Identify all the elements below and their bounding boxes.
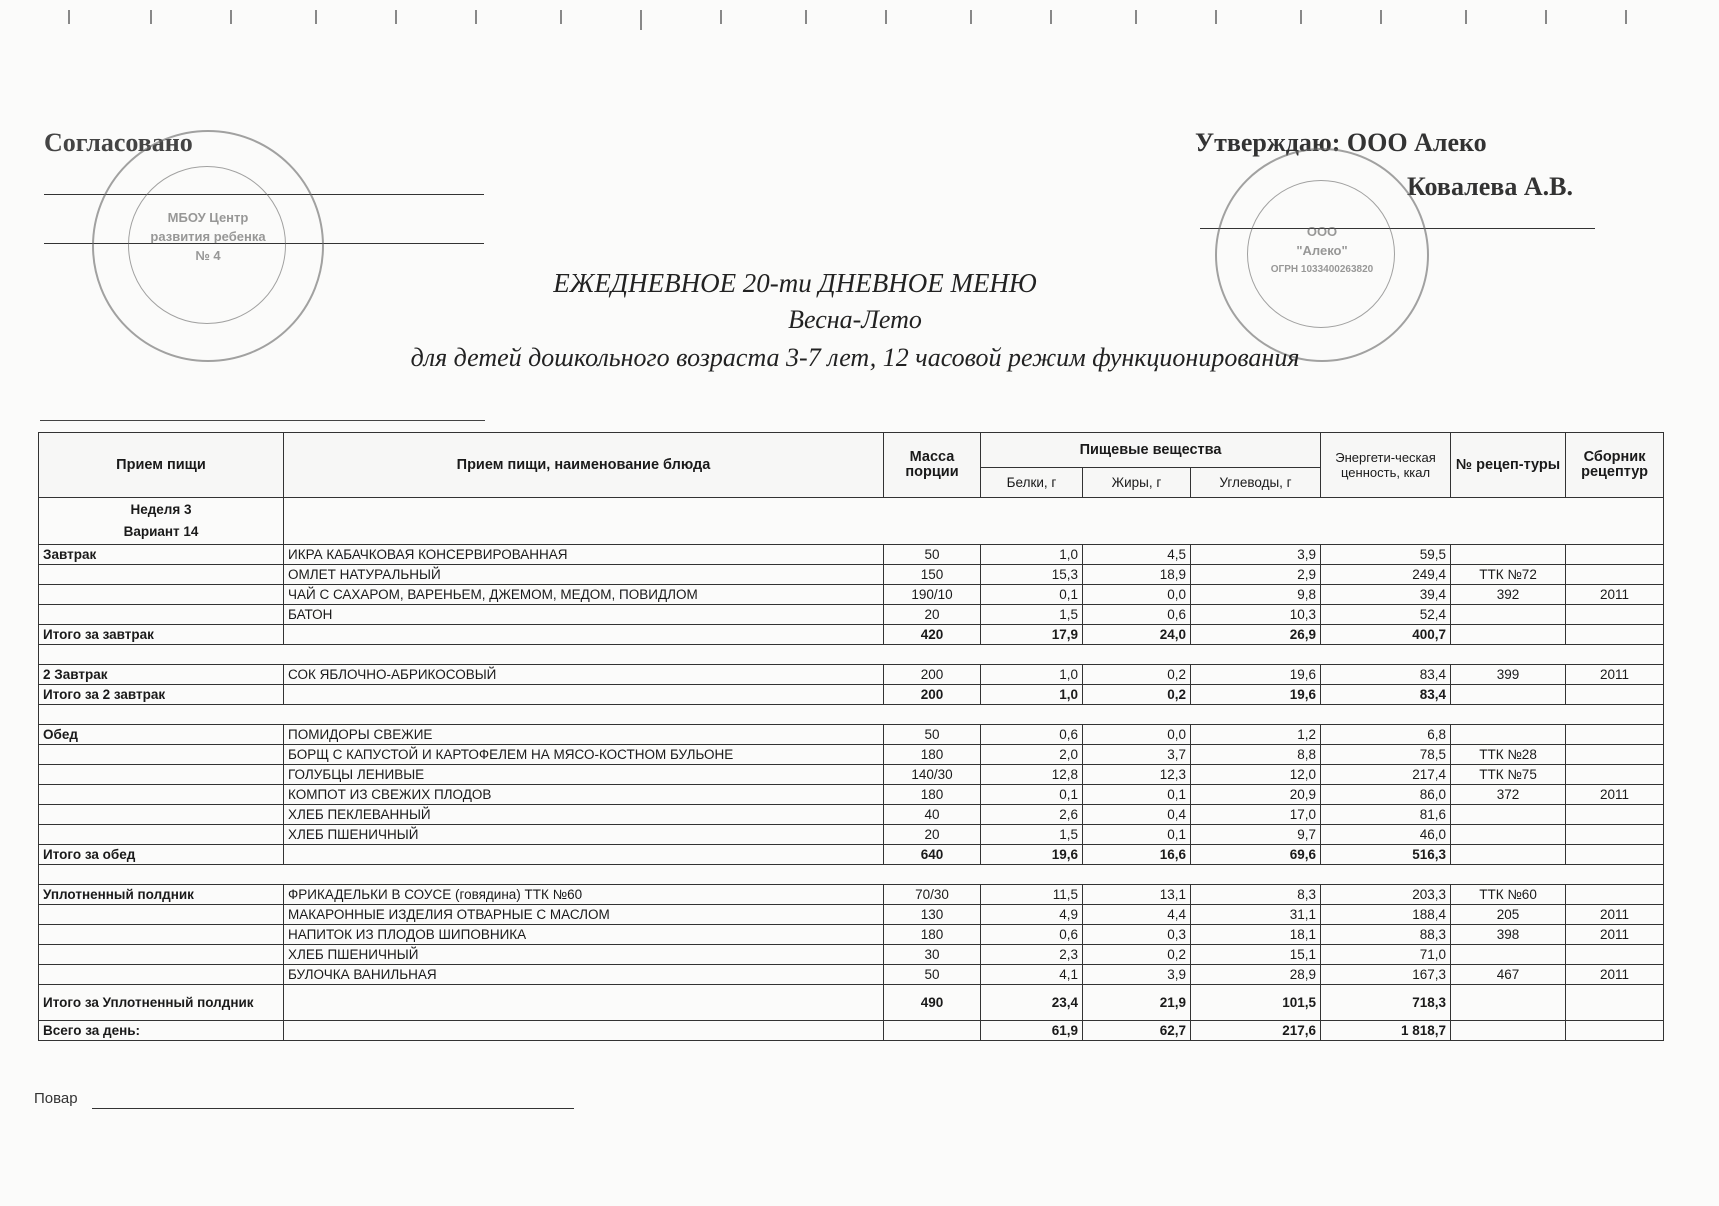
recipe-cell: ТТК №72 xyxy=(1451,565,1566,585)
menu-body xyxy=(39,498,1664,1041)
recipe-cell xyxy=(1451,805,1566,825)
total-dish-empty xyxy=(284,625,884,645)
table-row xyxy=(39,585,1664,605)
dish-name: НАПИТОК ИЗ ПЛОДОВ ШИПОВНИКА xyxy=(284,925,884,945)
carbs-cell: 8,8 xyxy=(1191,745,1321,765)
stamp-left-line: МБОУ Центр xyxy=(167,210,249,225)
carbs-cell: 31,1 xyxy=(1191,905,1321,925)
recipe-cell: 392 xyxy=(1451,585,1566,605)
dish-name: ПОМИДОРЫ СВЕЖИЕ xyxy=(284,725,884,745)
energy-cell: 217,4 xyxy=(1321,765,1451,785)
fat-cell: 4,4 xyxy=(1083,905,1191,925)
table-row xyxy=(39,605,1664,625)
carbs-cell: 19,6 xyxy=(1191,665,1321,685)
mass-cell: 150 xyxy=(884,565,981,585)
collection-cell xyxy=(1566,945,1664,965)
header-collection: Сборник рецептур xyxy=(1566,433,1664,498)
day-total-collection-empty xyxy=(1566,1021,1664,1041)
total-mass: 420 xyxy=(884,625,981,645)
stamp-right-line: ОГРН 1033400263820 xyxy=(1270,264,1374,275)
total-recipe-empty xyxy=(1451,625,1566,645)
total-fat: 16,6 xyxy=(1083,845,1191,865)
protein-cell: 0,6 xyxy=(981,925,1083,945)
protein-cell: 0,1 xyxy=(981,785,1083,805)
table-row xyxy=(39,765,1664,785)
total-collection-empty xyxy=(1566,625,1664,645)
approver-name: Ковалева А.В. xyxy=(1407,172,1573,201)
table-row xyxy=(39,965,1664,985)
fat-cell: 13,1 xyxy=(1083,885,1191,905)
mass-cell: 20 xyxy=(884,825,981,845)
energy-cell: 59,5 xyxy=(1321,545,1451,565)
table-row xyxy=(39,665,1664,685)
total-row xyxy=(39,625,1664,645)
table-row xyxy=(39,545,1664,565)
collection-cell: 2011 xyxy=(1566,925,1664,945)
header-meal: Прием пищи xyxy=(39,433,284,498)
spacer-row xyxy=(39,705,1664,725)
week-cell xyxy=(39,498,284,545)
recipe-cell: 398 xyxy=(1451,925,1566,945)
meal-label: Уплотненный полдник xyxy=(39,885,284,905)
carbs-cell: 9,8 xyxy=(1191,585,1321,605)
meal-label-empty xyxy=(39,565,284,585)
mass-cell: 50 xyxy=(884,545,981,565)
energy-cell: 39,4 xyxy=(1321,585,1451,605)
dish-name: ФРИКАДЕЛЬКИ В СОУСЕ (говядина) ТТК №60 xyxy=(284,885,884,905)
fat-cell: 0,6 xyxy=(1083,605,1191,625)
divider xyxy=(40,420,485,421)
recipe-cell xyxy=(1451,545,1566,565)
cook-label: Повар xyxy=(34,1090,78,1107)
mass-cell: 180 xyxy=(884,785,981,805)
dish-name: ХЛЕБ ПЕКЛЕВАННЫЙ xyxy=(284,805,884,825)
energy-cell: 78,5 xyxy=(1321,745,1451,765)
variant-label: Вариант 14 xyxy=(123,524,199,539)
recipe-cell: 467 xyxy=(1451,965,1566,985)
stamp-left-line: № 4 xyxy=(195,248,221,263)
document-title xyxy=(330,268,1380,373)
dish-name: ХЛЕБ ПШЕНИЧНЫЙ xyxy=(284,945,884,965)
total-recipe-empty xyxy=(1451,685,1566,705)
total-carbs: 19,6 xyxy=(1191,685,1321,705)
total-energy: 400,7 xyxy=(1321,625,1451,645)
total-mass: 490 xyxy=(884,985,981,1021)
table-row xyxy=(39,785,1664,805)
protein-cell: 2,6 xyxy=(981,805,1083,825)
recipe-cell xyxy=(1451,825,1566,845)
meal-label-empty xyxy=(39,825,284,845)
protein-cell: 4,1 xyxy=(981,965,1083,985)
carbs-cell: 20,9 xyxy=(1191,785,1321,805)
total-protein: 23,4 xyxy=(981,985,1083,1021)
fat-cell: 12,3 xyxy=(1083,765,1191,785)
fat-cell: 0,0 xyxy=(1083,585,1191,605)
carbs-cell: 8,3 xyxy=(1191,885,1321,905)
mass-cell: 190/10 xyxy=(884,585,981,605)
energy-cell: 83,4 xyxy=(1321,665,1451,685)
dish-name: ГОЛУБЦЫ ЛЕНИВЫЕ xyxy=(284,765,884,785)
stamp-right-line: "Алеко" xyxy=(1296,243,1348,258)
spacer-row xyxy=(39,645,1664,665)
recipe-cell: 372 xyxy=(1451,785,1566,805)
fat-cell: 0,3 xyxy=(1083,925,1191,945)
table-row xyxy=(39,805,1664,825)
energy-cell: 88,3 xyxy=(1321,925,1451,945)
table-row xyxy=(39,745,1664,765)
recipe-cell: ТТК №28 xyxy=(1451,745,1566,765)
day-total-label: Всего за день: xyxy=(39,1021,284,1041)
day-total-fat: 62,7 xyxy=(1083,1021,1191,1041)
dish-name: ХЛЕБ ПШЕНИЧНЫЙ xyxy=(284,825,884,845)
carbs-cell: 9,7 xyxy=(1191,825,1321,845)
day-total-mass-empty xyxy=(884,1021,981,1041)
total-label: Итого за завтрак xyxy=(39,625,284,645)
total-carbs: 69,6 xyxy=(1191,845,1321,865)
table-row xyxy=(39,925,1664,945)
protein-cell: 0,1 xyxy=(981,585,1083,605)
energy-cell: 188,4 xyxy=(1321,905,1451,925)
meal-label: 2 Завтрак xyxy=(39,665,284,685)
total-fat: 0,2 xyxy=(1083,685,1191,705)
day-total-protein: 61,9 xyxy=(981,1021,1083,1041)
total-recipe-empty xyxy=(1451,985,1566,1021)
carbs-cell: 15,1 xyxy=(1191,945,1321,965)
mass-cell: 130 xyxy=(884,905,981,925)
collection-cell: 2011 xyxy=(1566,965,1664,985)
table-row xyxy=(39,905,1664,925)
fat-cell: 18,9 xyxy=(1083,565,1191,585)
protein-cell: 1,0 xyxy=(981,545,1083,565)
total-protein: 1,0 xyxy=(981,685,1083,705)
stamp-right-line: ООО xyxy=(1306,224,1338,239)
energy-cell: 203,3 xyxy=(1321,885,1451,905)
total-collection-empty xyxy=(1566,845,1664,865)
protein-cell: 15,3 xyxy=(981,565,1083,585)
mass-cell: 30 xyxy=(884,945,981,965)
total-protein: 17,9 xyxy=(981,625,1083,645)
mass-cell: 180 xyxy=(884,745,981,765)
scan-edge-marks xyxy=(60,10,1680,30)
total-collection-empty xyxy=(1566,685,1664,705)
meal-label: Завтрак xyxy=(39,545,284,565)
dish-name: БОРЩ С КАПУСТОЙ И КАРТОФЕЛЕМ НА МЯСО-КОСТНОМ БУЛЬОНЕ xyxy=(284,745,884,765)
collection-cell: 2011 xyxy=(1566,665,1664,685)
table-row xyxy=(39,825,1664,845)
total-dish-empty xyxy=(284,845,884,865)
total-energy: 718,3 xyxy=(1321,985,1451,1021)
total-carbs: 26,9 xyxy=(1191,625,1321,645)
total-label: Итого за обед xyxy=(39,845,284,865)
total-energy: 516,3 xyxy=(1321,845,1451,865)
title-line-1: ЕЖЕДНЕВНОЕ 20-ти ДНЕВНОЕ МЕНЮ xyxy=(553,268,1037,298)
total-recipe-empty xyxy=(1451,845,1566,865)
day-total-recipe-empty xyxy=(1451,1021,1566,1041)
header-protein: Белки, г xyxy=(981,467,1083,497)
fat-cell: 0,2 xyxy=(1083,945,1191,965)
collection-cell xyxy=(1566,565,1664,585)
carbs-cell: 1,2 xyxy=(1191,725,1321,745)
fat-cell: 4,5 xyxy=(1083,545,1191,565)
protein-cell: 1,0 xyxy=(981,665,1083,685)
meal-label-empty xyxy=(39,925,284,945)
day-total-carbs: 217,6 xyxy=(1191,1021,1321,1041)
table-row xyxy=(39,945,1664,965)
dish-name: МАКАРОННЫЕ ИЗДЕЛИЯ ОТВАРНЫЕ С МАСЛОМ xyxy=(284,905,884,925)
carbs-cell: 18,1 xyxy=(1191,925,1321,945)
energy-cell: 167,3 xyxy=(1321,965,1451,985)
recipe-cell xyxy=(1451,605,1566,625)
collection-cell: 2011 xyxy=(1566,905,1664,925)
meal-label-empty xyxy=(39,585,284,605)
carbs-cell: 12,0 xyxy=(1191,765,1321,785)
fat-cell: 0,2 xyxy=(1083,665,1191,685)
total-fat: 21,9 xyxy=(1083,985,1191,1021)
meal-label-empty xyxy=(39,765,284,785)
meal-label-empty xyxy=(39,605,284,625)
total-energy: 83,4 xyxy=(1321,685,1451,705)
approval-right-label: Утверждаю: ООО Алеко xyxy=(1195,128,1487,157)
energy-cell: 249,4 xyxy=(1321,565,1451,585)
mass-cell: 140/30 xyxy=(884,765,981,785)
approval-left-label: Согласовано xyxy=(44,128,193,157)
title-line-3: для детей дошкольного возраста 3-7 лет, 12 часовой режим функционирования xyxy=(410,343,1300,372)
stamp-left-line: развития ребенка xyxy=(150,229,266,244)
header-recipe-no: № рецеп-туры xyxy=(1451,433,1566,498)
menu-table xyxy=(38,432,1664,1041)
mass-cell: 70/30 xyxy=(884,885,981,905)
recipe-cell: 205 xyxy=(1451,905,1566,925)
header-carbs: Углеводы, г xyxy=(1191,467,1321,497)
table-row xyxy=(39,565,1664,585)
mass-cell: 40 xyxy=(884,805,981,825)
protein-cell: 11,5 xyxy=(981,885,1083,905)
protein-cell: 12,8 xyxy=(981,765,1083,785)
recipe-cell: ТТК №60 xyxy=(1451,885,1566,905)
protein-cell: 0,6 xyxy=(981,725,1083,745)
meal-label-empty xyxy=(39,805,284,825)
collection-cell xyxy=(1566,545,1664,565)
meal-label-empty xyxy=(39,965,284,985)
total-row xyxy=(39,985,1664,1021)
protein-cell: 1,5 xyxy=(981,825,1083,845)
header-dish: Прием пищи, наименование блюда xyxy=(284,433,884,498)
table-row xyxy=(39,725,1664,745)
collection-cell xyxy=(1566,765,1664,785)
collection-cell xyxy=(1566,885,1664,905)
day-total-dish-empty xyxy=(284,1021,884,1041)
total-row xyxy=(39,685,1664,705)
collection-cell xyxy=(1566,805,1664,825)
dish-name: СОК ЯБЛОЧНО-АБРИКОСОВЫЙ xyxy=(284,665,884,685)
mass-cell: 50 xyxy=(884,725,981,745)
collection-cell xyxy=(1566,825,1664,845)
stamp-left xyxy=(92,130,324,362)
collection-cell: 2011 xyxy=(1566,585,1664,605)
energy-cell: 52,4 xyxy=(1321,605,1451,625)
carbs-cell: 17,0 xyxy=(1191,805,1321,825)
protein-cell: 1,5 xyxy=(981,605,1083,625)
fat-cell: 0,4 xyxy=(1083,805,1191,825)
carbs-cell: 2,9 xyxy=(1191,565,1321,585)
fat-cell: 3,9 xyxy=(1083,965,1191,985)
carbs-cell: 10,3 xyxy=(1191,605,1321,625)
header-nutrients: Пищевые вещества xyxy=(981,433,1321,468)
energy-cell: 81,6 xyxy=(1321,805,1451,825)
total-dish-empty xyxy=(284,985,884,1021)
mass-cell: 180 xyxy=(884,925,981,945)
protein-cell: 2,3 xyxy=(981,945,1083,965)
total-label: Итого за Уплотненный полдник xyxy=(39,985,284,1021)
meal-label-empty xyxy=(39,945,284,965)
dish-name: ЧАЙ С САХАРОМ, ВАРЕНЬЕМ, ДЖЕМОМ, МЕДОМ, ПОВИДЛОМ xyxy=(284,585,884,605)
total-mass: 640 xyxy=(884,845,981,865)
total-label: Итого за 2 завтрак xyxy=(39,685,284,705)
recipe-cell xyxy=(1451,945,1566,965)
fat-cell: 0,1 xyxy=(1083,785,1191,805)
recipe-cell xyxy=(1451,725,1566,745)
meal-label-empty xyxy=(39,785,284,805)
dish-name: ИКРА КАБАЧКОВАЯ КОНСЕРВИРОВАННАЯ xyxy=(284,545,884,565)
total-dish-empty xyxy=(284,685,884,705)
collection-cell xyxy=(1566,725,1664,745)
day-total-energy: 1 818,7 xyxy=(1321,1021,1451,1041)
carbs-cell: 28,9 xyxy=(1191,965,1321,985)
mass-cell: 50 xyxy=(884,965,981,985)
cook-signature-line xyxy=(92,1108,574,1109)
protein-cell: 4,9 xyxy=(981,905,1083,925)
fat-cell: 0,1 xyxy=(1083,825,1191,845)
collection-cell xyxy=(1566,605,1664,625)
carbs-cell: 3,9 xyxy=(1191,545,1321,565)
dish-name: ОМЛЕТ НАТУРАЛЬНЫЙ xyxy=(284,565,884,585)
week-label: Неделя 3 xyxy=(130,502,192,517)
energy-cell: 71,0 xyxy=(1321,945,1451,965)
header-mass: Масса порции xyxy=(884,433,981,498)
total-mass: 200 xyxy=(884,685,981,705)
total-row xyxy=(39,845,1664,865)
energy-cell: 6,8 xyxy=(1321,725,1451,745)
header-fat: Жиры, г xyxy=(1083,467,1191,497)
meal-label-empty xyxy=(39,905,284,925)
fat-cell: 0,0 xyxy=(1083,725,1191,745)
recipe-cell: 399 xyxy=(1451,665,1566,685)
dish-name: БУЛОЧКА ВАНИЛЬНАЯ xyxy=(284,965,884,985)
table-row xyxy=(39,885,1664,905)
collection-cell: 2011 xyxy=(1566,785,1664,805)
meal-label: Обед xyxy=(39,725,284,745)
title-line-2: Весна-Лето xyxy=(788,305,922,334)
mass-cell: 20 xyxy=(884,605,981,625)
mass-cell: 200 xyxy=(884,665,981,685)
energy-cell: 86,0 xyxy=(1321,785,1451,805)
day-total-row xyxy=(39,1021,1664,1041)
total-protein: 19,6 xyxy=(981,845,1083,865)
energy-cell: 46,0 xyxy=(1321,825,1451,845)
header-energy: Энергети-ческая ценность, ккал xyxy=(1321,433,1451,498)
fat-cell: 3,7 xyxy=(1083,745,1191,765)
meal-label-empty xyxy=(39,745,284,765)
recipe-cell: ТТК №75 xyxy=(1451,765,1566,785)
dish-name: КОМПОТ ИЗ СВЕЖИХ ПЛОДОВ xyxy=(284,785,884,805)
total-collection-empty xyxy=(1566,985,1664,1021)
protein-cell: 2,0 xyxy=(981,745,1083,765)
total-fat: 24,0 xyxy=(1083,625,1191,645)
collection-cell xyxy=(1566,745,1664,765)
dish-name: БАТОН xyxy=(284,605,884,625)
total-carbs: 101,5 xyxy=(1191,985,1321,1021)
spacer-row xyxy=(39,865,1664,885)
